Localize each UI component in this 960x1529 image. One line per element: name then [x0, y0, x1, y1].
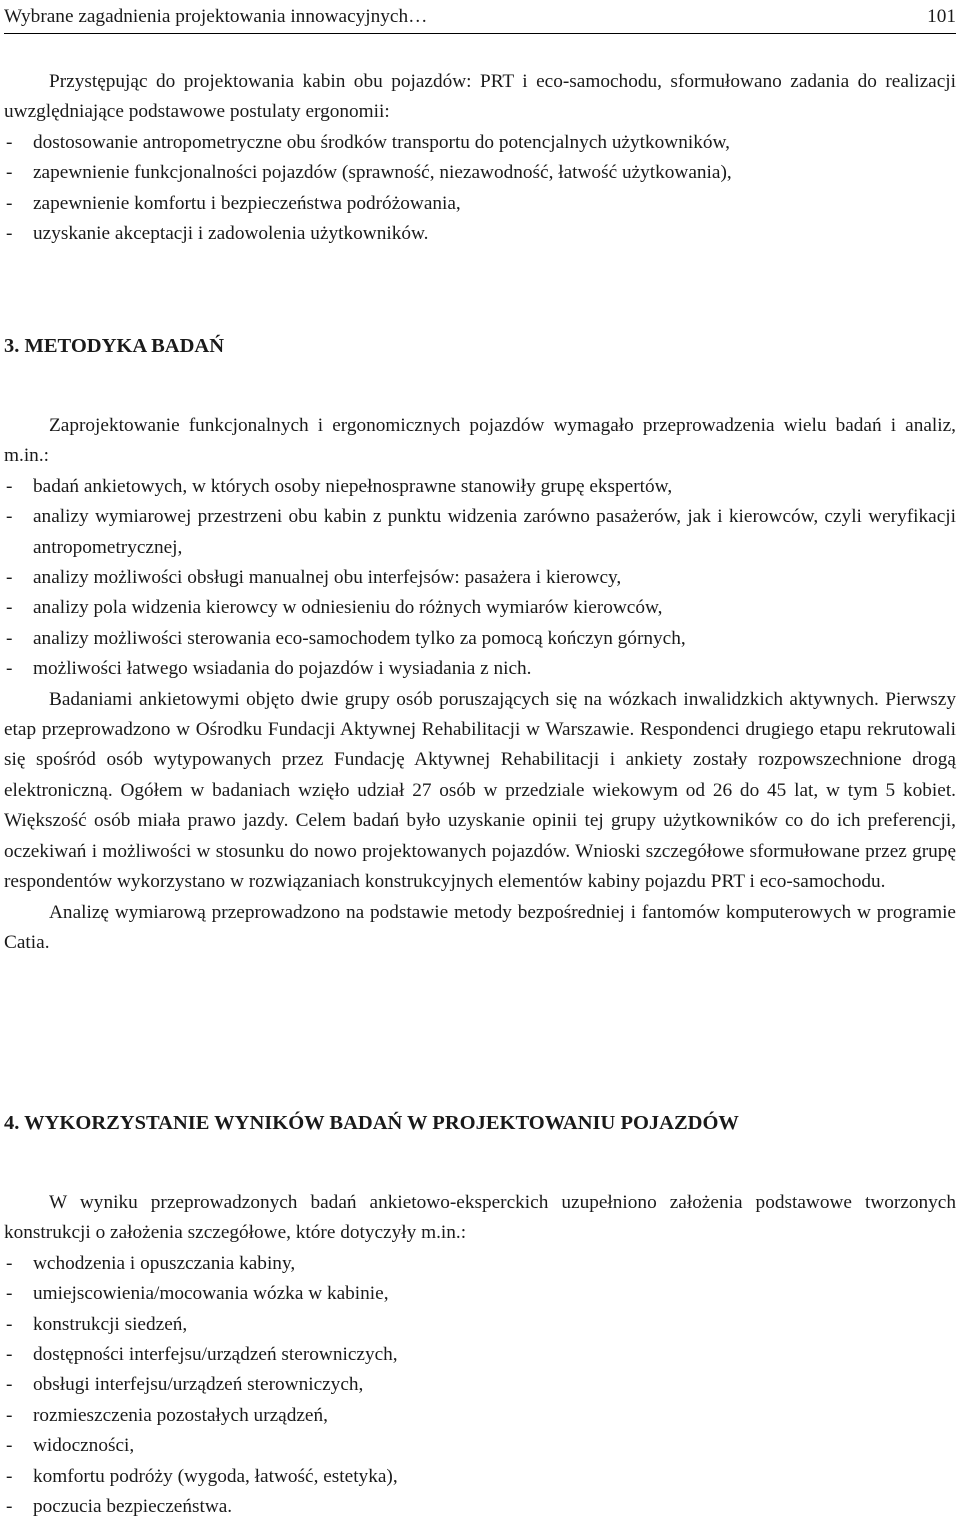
list-item: - widoczności,	[4, 1431, 956, 1461]
dash-marker: -	[6, 1404, 13, 1426]
list-item: - analizy pola widzenia kierowcy w odniesieniu do różnych wymiarów kierowców,	[4, 593, 956, 623]
dash-marker: -	[6, 1465, 13, 1487]
section-heading: 4. WYKORZYSTANIE WYNIKÓW BADAŃ W PROJEKTOWANIU POJAZDÓW	[4, 1112, 739, 1134]
dash-marker: -	[6, 597, 13, 619]
list-item: - rozmieszczenia pozostałych urządzeń,	[4, 1401, 956, 1431]
section-3-paragraph-2: Badaniami ankietowymi objęto dwie grupy osób poruszających się na wózkach inwalidzkich aktywnych. Pierwszy etap przeprowadzono w Ośrodku Fundacji Aktywnej Rehabilitacji w Warszawie. Respondenci drugiego etapu rekrutowali się spośród osób wytypowanych przez Fundację Aktywnej Rehabilitacji i ankiety zostały rozpowszechnione drogą elektroniczną. Ogółem w badaniach wzięło udział 27 osób w przedziale wiekowym od 26 do 45 lat, w tym 5 kobiet. Większość osób miała prawo jazdy. Celem badań było uzyskanie opinii tej grupy użytkowników co do ich preferencji, oczekiwań i możliwości w stosunku do nowo projektowanych pojazdów. Wnioski szczegółowe sformułowane przez grupę respondentów wykorzystano w rozwiązaniach konstrukcyjnych elementów kabiny pojazdu PRT i eco-samochodu.	[4, 688, 956, 893]
dash-marker: -	[6, 475, 13, 497]
list-item: - zapewnienie funkcjonalności pojazdów (sprawność, niezawodność, łatwość użytkowania),	[4, 158, 956, 188]
dash-marker: -	[6, 1496, 13, 1518]
dash-marker: -	[6, 658, 13, 680]
section-3-paragraph: Zaprojektowanie funkcjonalnych i ergonomicznych pojazdów wymagało przeprowadzenia wielu badań i analiz, m.in.:	[4, 415, 956, 467]
section-3-body	[4, 411, 956, 958]
intro-section	[4, 67, 956, 249]
list-item: - umiejscowienia/mocowania wózka w kabinie,	[4, 1279, 956, 1309]
list-item: - dostosowanie antropometryczne obu środków transportu do potencjalnych użytkowników,	[4, 128, 956, 158]
list-item: - komfortu podróży (wygoda, łatwość, estetyka),	[4, 1462, 956, 1492]
list-item: - wchodzenia i opuszczania kabiny,	[4, 1249, 956, 1279]
dash-marker: -	[6, 1252, 13, 1274]
dash-marker: -	[6, 1283, 13, 1305]
dash-marker: -	[6, 162, 13, 184]
dash-marker: -	[6, 192, 13, 214]
list-item: - możliwości łatwego wsiadania do pojazdów i wysiadania z nich.	[4, 654, 956, 684]
list-item: - zapewnienie komfortu i bezpieczeństwa podróżowania,	[4, 189, 956, 219]
section-4-body	[4, 1188, 956, 1522]
dash-marker: -	[6, 506, 13, 528]
section-4-list	[4, 1249, 956, 1523]
dash-marker: -	[6, 1374, 13, 1396]
section-3-paragraph-3: Analizę wymiarową przeprowadzono na podstawie metody bezpośredniej i fantomów komputerowych w programie Catia.	[4, 901, 956, 953]
intro-paragraph: Przystępując do projektowania kabin obu pojazdów: PRT i eco-samochodu, sformułowano zadania do realizacji uwzględniające podstawowe postulaty ergonomii:	[4, 71, 956, 123]
section-3-heading-block	[4, 331, 956, 361]
section-4-paragraph: W wyniku przeprowadzonych badań ankietowo-eksperckich uzupełniono założenia podstawowe tworzonych konstrukcji o założenia szczegółowe, które dotyczyły m.in.:	[4, 1192, 956, 1244]
list-item: - analizy możliwości obsługi manualnej obu interfejsów: pasażera i kierowcy,	[4, 563, 956, 593]
running-header	[4, 0, 956, 34]
section-heading: 3. METODYKA BADAŃ	[4, 335, 225, 357]
dash-marker: -	[6, 1435, 13, 1457]
list-item: - analizy wymiarowej przestrzeni obu kabin z punktu widzenia zarówno pasażerów, jak i kierowców, czyli weryfikacji antropometrycznej,	[4, 502, 956, 563]
list-item: - poczucia bezpieczeństwa.	[4, 1492, 956, 1522]
dash-marker: -	[6, 131, 13, 153]
dash-marker: -	[6, 567, 13, 589]
list-item: - dostępności interfejsu/urządzeń sterowniczych,	[4, 1340, 956, 1370]
section-3-list	[4, 472, 956, 685]
intro-list	[4, 128, 956, 250]
list-item: - uzyskanie akceptacji i zadowolenia użytkowników.	[4, 219, 956, 249]
section-4-heading-block	[4, 1108, 956, 1138]
header-title: Wybrane zagadnienia projektowania innowacyjnych…	[4, 5, 428, 27]
list-item: - badań ankietowych, w których osoby niepełnosprawne stanowiły grupę ekspertów,	[4, 472, 956, 502]
list-item: - analizy możliwości sterowania eco-samochodem tylko za pomocą kończyn górnych,	[4, 624, 956, 654]
page-number: 101	[927, 5, 956, 27]
dash-marker: -	[6, 1344, 13, 1366]
list-item: - obsługi interfejsu/urządzeń sterowniczych,	[4, 1370, 956, 1400]
dash-marker: -	[6, 1313, 13, 1335]
list-item: - konstrukcji siedzeń,	[4, 1310, 956, 1340]
dash-marker: -	[6, 627, 13, 649]
dash-marker: -	[6, 223, 13, 245]
